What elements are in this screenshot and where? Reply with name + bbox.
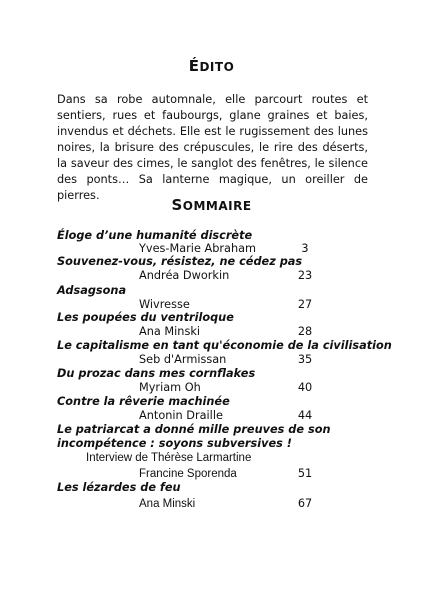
toc-page-number: 44 xyxy=(297,409,313,422)
toc-article-title: Le capitalisme en tant qu'économie de la civilisation xyxy=(57,339,392,352)
edito-heading-initial: É xyxy=(188,57,200,75)
toc-article-title-line2: incompétence : soyons subversives ! xyxy=(57,437,292,450)
edito-heading xyxy=(0,57,423,75)
toc-author: Antonin Draille xyxy=(139,409,223,422)
toc-author: Francine Sporenda xyxy=(139,468,237,480)
edito-heading-rest: DITO xyxy=(199,60,235,74)
toc-interview-note: Interview de Thérèse Larmartine xyxy=(86,452,252,464)
toc-author: Ana Minski xyxy=(139,498,196,510)
toc-article-title: Les lézardes de feu xyxy=(57,481,181,494)
toc-page-number: 51 xyxy=(297,467,313,480)
toc-article-title-line1: Le patriarcat a donné mille preuves de son xyxy=(57,423,331,436)
toc-author: Ana Minski xyxy=(139,325,201,338)
toc-author: Andréa Dworkin xyxy=(139,269,230,282)
sommaire-heading-initial: S xyxy=(171,196,183,214)
toc-page-number: 23 xyxy=(297,269,313,282)
toc-article-title: Contre la rêverie machinée xyxy=(57,395,230,408)
toc-article-title: Les poupées du ventriloque xyxy=(57,311,234,324)
toc-title-row xyxy=(0,480,423,496)
toc-article-title: Souvenez-vous, résistez, ne cédez pas xyxy=(57,255,303,268)
toc-page-number: 35 xyxy=(297,353,313,366)
toc-author: Yves-Marie Abraham xyxy=(139,242,257,255)
toc-author-row xyxy=(0,496,423,512)
toc-author: Wivresse xyxy=(139,298,190,311)
toc-interview-row xyxy=(0,450,423,466)
toc-page-number: 40 xyxy=(297,381,313,394)
toc-page-number: 3 xyxy=(301,242,309,255)
toc-article-title: Du prozac dans mes cornflakes xyxy=(57,367,256,380)
toc-author: Myriam Oh xyxy=(139,381,201,394)
toc-author: Seb d'Armissan xyxy=(139,353,227,366)
sommaire-heading xyxy=(0,196,423,214)
toc-author-row xyxy=(0,268,423,284)
toc-article-title: Éloge d’une humanité discrète xyxy=(57,229,253,242)
toc-page-number: 28 xyxy=(297,325,313,338)
toc-article-title: Adsagsona xyxy=(57,284,127,297)
edito-paragraph: Dans sa robe automnale, elle parcourt routes et sentiers, rues et faubourgs, glane graines et baies, invendus et déchets. Elle est le rugissement des lunes noires, la brisure des crépuscules, le rire des déserts, la saveur des cimes, le sanglot des fenêtres, le silence des ponts… Sa lanterne magique, un oreiller de pierres. xyxy=(57,93,368,202)
toc-page-number: 27 xyxy=(297,298,313,311)
sommaire-heading-rest: OMMAIRE xyxy=(182,199,252,213)
toc-page-number: 67 xyxy=(297,497,313,510)
